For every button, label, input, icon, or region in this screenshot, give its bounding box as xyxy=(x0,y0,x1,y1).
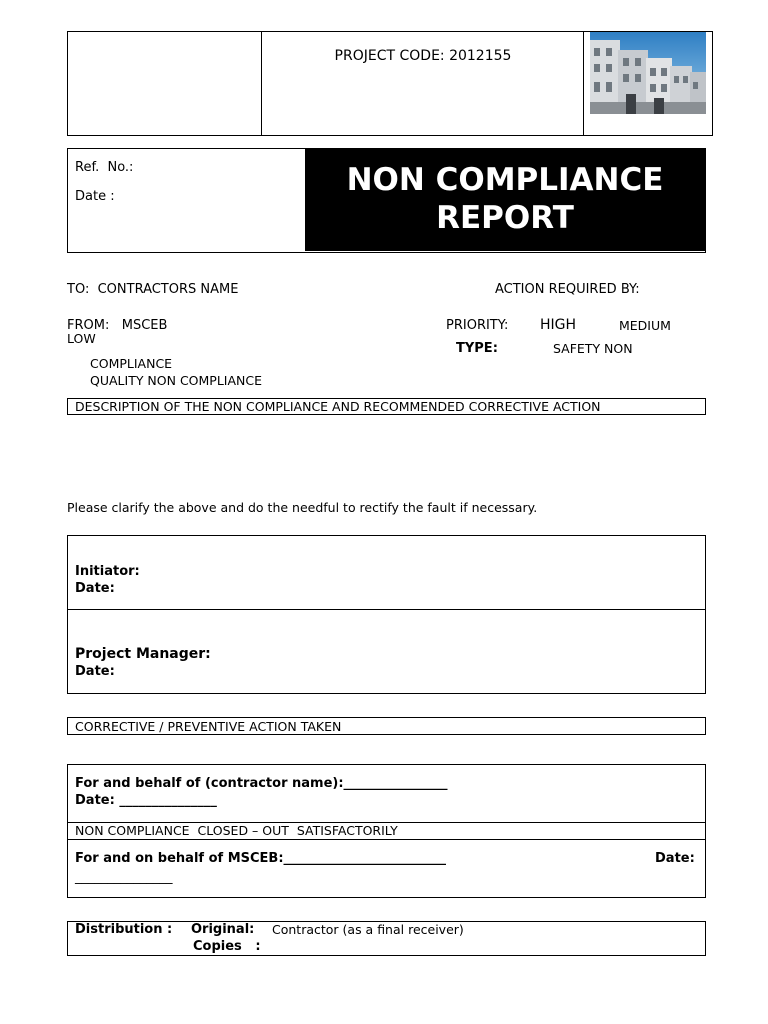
type-compliance: COMPLIANCE xyxy=(90,356,173,371)
closed-divider-bottom xyxy=(67,839,706,840)
type-quality: QUALITY NON COMPLIANCE xyxy=(90,373,263,388)
to-contractor: TO: CONTRACTORS NAME xyxy=(67,282,239,297)
initiator-date-label: Date: xyxy=(75,581,115,596)
behalf-date: Date: _______________ xyxy=(75,793,217,808)
clarify-note: Please clarify the above and do the needful to rectify the fault if necessary. xyxy=(67,500,538,515)
corrective-heading: CORRECTIVE / PREVENTIVE ACTION TAKEN xyxy=(67,717,706,735)
project-code: PROJECT CODE: 2012155 xyxy=(334,48,512,64)
behalf-contractor: For and behalf of (contractor name):________________ xyxy=(75,776,448,791)
description-heading: DESCRIPTION OF THE NON COMPLIANCE AND RECOMMENDED CORRECTIVE ACTION xyxy=(67,398,706,415)
action-required-by: ACTION REQUIRED BY: xyxy=(495,282,640,297)
msceb-date-label: Date: xyxy=(655,851,695,866)
signature-divider xyxy=(67,609,706,610)
initiator-label: Initiator: xyxy=(75,564,140,579)
building-photo xyxy=(590,32,706,114)
type-label: TYPE: xyxy=(456,341,498,356)
from-msceb: FROM: MSCEB xyxy=(67,318,168,333)
distribution-label: Distribution : xyxy=(75,922,173,937)
report-title-banner xyxy=(305,149,705,251)
pm-date-label: Date: xyxy=(75,664,115,679)
report-title-line1: NON COMPLIANCE xyxy=(346,162,664,198)
ref-date-label: Date : xyxy=(75,189,115,204)
priority-colon: : xyxy=(503,318,509,333)
signature-box xyxy=(67,535,706,694)
copies-label: Copies : xyxy=(193,939,261,954)
msceb-date-line: _______________ xyxy=(75,870,173,885)
header-divider-left xyxy=(261,31,262,136)
report-title-line2: REPORT xyxy=(436,200,574,236)
closed-heading: NON COMPLIANCE CLOSED – OUT SATISFACTORILY xyxy=(75,823,398,838)
original-value: Contractor (as a final receiver) xyxy=(272,922,464,937)
priority-label-text: PRIORITY xyxy=(446,318,504,333)
original-label: Original: xyxy=(191,922,255,937)
pm-label: Project Manager: xyxy=(75,646,211,662)
priority-low: LOW xyxy=(67,331,96,346)
ref-no-label: Ref. No.: xyxy=(75,160,134,175)
priority-medium: MEDIUM xyxy=(619,318,671,333)
type-safety: SAFETY NON xyxy=(553,341,633,356)
header-divider-right xyxy=(583,31,584,136)
priority-high: HIGH xyxy=(540,317,577,333)
priority-label xyxy=(446,318,508,333)
behalf-msceb: For and on behalf of MSCEB:_________________________ xyxy=(75,851,447,866)
